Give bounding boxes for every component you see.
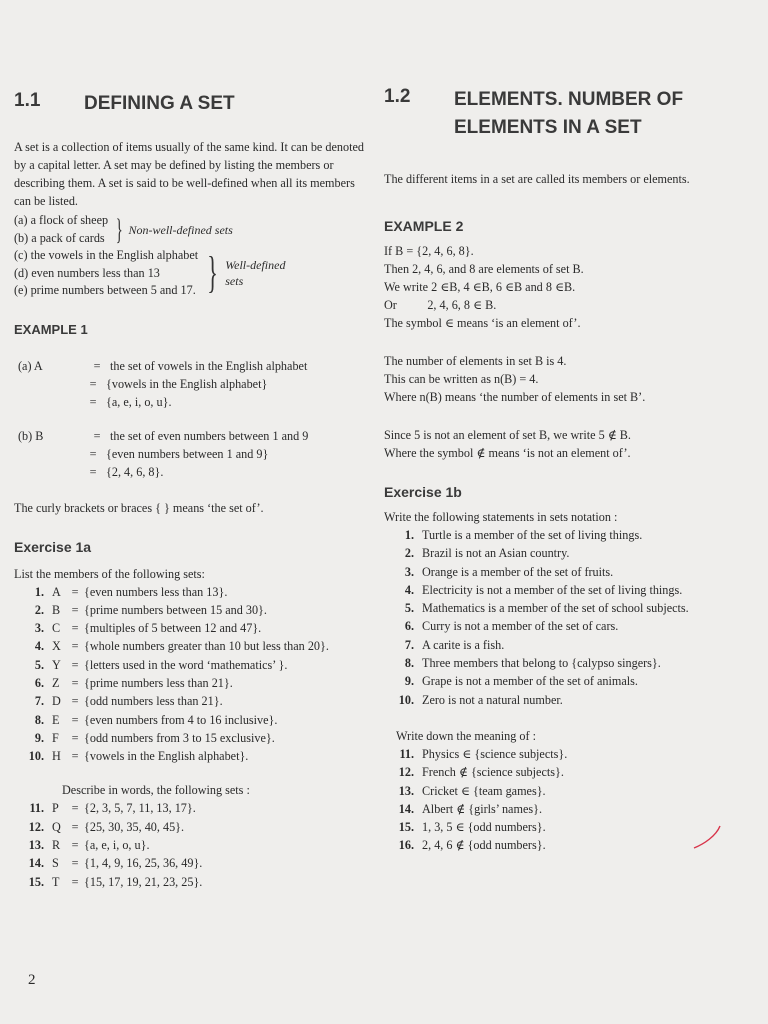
equals-sign: = bbox=[71, 675, 79, 690]
exercise-item bbox=[384, 672, 754, 690]
item-number: 6. bbox=[404, 619, 414, 634]
exercise-item bbox=[384, 563, 754, 581]
exercise-item bbox=[384, 745, 754, 763]
non-well-defined-label: Non-well-defined sets bbox=[128, 222, 233, 237]
eq-rhs: the set of vowels in the English alphabet bbox=[110, 358, 308, 373]
exercise-item bbox=[14, 836, 370, 854]
exercise-item bbox=[384, 544, 754, 562]
section-title-line: ELEMENTS. NUMBER OF bbox=[454, 89, 684, 110]
describe-intro: Describe in words, the following sets : bbox=[62, 783, 250, 798]
example-1a: (a) A = the set of vowels in the English alphabet = {vowels in the English alphabet} = {a, e, i, o, u}. bbox=[14, 357, 370, 411]
set-description: {prime numbers between 15 and 30}. bbox=[84, 602, 267, 617]
eq-rhs: {2, 4, 6, 8}. bbox=[106, 464, 164, 479]
item-number: 14. bbox=[28, 856, 44, 871]
equals-sign: = bbox=[71, 749, 79, 764]
section-number: 1.2 bbox=[384, 86, 411, 107]
right-column bbox=[384, 86, 754, 855]
item-number: 5. bbox=[34, 657, 44, 672]
count-notation bbox=[384, 352, 754, 406]
set-variable: E bbox=[52, 712, 60, 727]
set-description: {even numbers from 4 to 16 inclusive}. bbox=[84, 712, 278, 727]
example-1-heading: EXAMPLE 1 bbox=[14, 321, 88, 337]
elements-intro: The different items in a set are called its members or elements. bbox=[384, 172, 690, 186]
exercise-item bbox=[384, 599, 754, 617]
item-number: 2. bbox=[34, 602, 44, 617]
item-number: 1. bbox=[34, 584, 44, 599]
exercise-item bbox=[14, 747, 370, 765]
exercise-item bbox=[384, 617, 754, 635]
set-description: {multiples of 5 between 12 and 47}. bbox=[84, 621, 262, 636]
item-number: 3. bbox=[34, 621, 44, 636]
statement-text: A carite is a fish. bbox=[422, 637, 505, 652]
exercise-item bbox=[14, 873, 370, 891]
page-number: 2 bbox=[28, 972, 36, 988]
eq-rhs: {even numbers between 1 and 9} bbox=[106, 446, 269, 461]
set-description: {25, 30, 35, 40, 45}. bbox=[84, 819, 185, 834]
example-item: (c) the vowels in the English alphabet bbox=[14, 248, 199, 262]
set-variable: P bbox=[52, 801, 59, 816]
section-1-1-heading bbox=[14, 90, 370, 118]
item-number: 3. bbox=[404, 564, 414, 579]
statement-text: Zero is not a natural number. bbox=[422, 692, 563, 707]
set-description: {even numbers less than 13}. bbox=[84, 584, 228, 599]
statement-text: Cricket ∈ {team games}. bbox=[422, 783, 546, 798]
example-item: (b) a pack of cards bbox=[14, 230, 105, 245]
item-number: 7. bbox=[34, 694, 44, 709]
exercise-item bbox=[14, 711, 370, 729]
exercise-item bbox=[14, 674, 370, 692]
set-description: {whole numbers greater than 10 but less than 20}. bbox=[84, 639, 329, 654]
meaning-intro: Write down the meaning of : bbox=[396, 728, 536, 743]
exercise-item bbox=[14, 656, 370, 674]
not-element-line: Where the symbol ∉ means ‘is not an element of’. bbox=[384, 446, 631, 460]
item-number: 12. bbox=[398, 765, 414, 780]
item-number: 7. bbox=[404, 637, 414, 652]
item-number: 15. bbox=[398, 820, 414, 835]
statement-text: Brazil is not an Asian country. bbox=[422, 546, 570, 561]
item-number: 6. bbox=[34, 675, 44, 690]
set-definition: A set is a collection of items usually of the same kind. It can be denoted by a capital letter. A set may be defined by listing the members or describing them. A set is said to be well-defined when all its members can be listed. bbox=[14, 140, 364, 208]
equals-sign: = bbox=[71, 801, 79, 816]
left-column bbox=[14, 90, 370, 891]
set-description: {a, e, i, o, u}. bbox=[84, 838, 150, 853]
statement-text: Turtle is a member of the set of living things. bbox=[422, 528, 643, 542]
set-variable: Q bbox=[52, 819, 61, 834]
item-number: 15. bbox=[28, 874, 44, 889]
exercise-item bbox=[384, 526, 754, 544]
equals-sign: = bbox=[71, 657, 79, 672]
set-variable: T bbox=[52, 874, 60, 889]
example-1b: (b) B = the set of even numbers between 1 and 9 = {even numbers between 1 and 9} = {2, 4, 6, 8}. bbox=[14, 427, 370, 481]
statement-text: Physics ∈ {science subjects}. bbox=[422, 746, 568, 761]
set-description: {letters used in the word ‘mathematics’ }. bbox=[84, 657, 288, 672]
brace-symbol: } bbox=[207, 248, 218, 298]
exercise-item bbox=[14, 729, 370, 747]
eq-rhs: {a, e, i, o, u}. bbox=[106, 394, 172, 409]
exercise-item bbox=[14, 818, 370, 836]
set-variable: B bbox=[52, 602, 61, 617]
well-defined-label-sets: sets bbox=[225, 274, 244, 289]
exercise-item bbox=[384, 691, 754, 709]
set-variable: Z bbox=[52, 675, 60, 690]
pen-mark bbox=[690, 818, 730, 858]
exercise-item bbox=[384, 654, 754, 672]
section-number: 1.1 bbox=[14, 90, 41, 111]
section-title: DEFINING A SET bbox=[84, 93, 235, 114]
item-number: 13. bbox=[28, 838, 44, 853]
exercise-1a-intro: List the members of the following sets: bbox=[14, 566, 205, 581]
item-number: 11. bbox=[399, 746, 414, 761]
item-number: 9. bbox=[404, 674, 414, 689]
exercise-item bbox=[384, 581, 754, 599]
exercise-1b-intro: Write the following statements in sets notation : bbox=[384, 510, 618, 524]
item-number: 12. bbox=[28, 819, 44, 834]
item-number: 13. bbox=[398, 783, 414, 798]
statement-text: Albert ∉ {girls’ names}. bbox=[422, 801, 542, 816]
exercise-item bbox=[14, 583, 370, 601]
exercise-item bbox=[384, 800, 754, 818]
set-variable: F bbox=[52, 730, 59, 745]
exercise-item bbox=[14, 692, 370, 710]
example-2-line: The symbol ∈ means ‘is an element of’. bbox=[384, 316, 581, 330]
statement-text: 1, 3, 5 ∈ {odd numbers}. bbox=[422, 820, 546, 835]
exercise-1b-heading: Exercise 1b bbox=[384, 484, 462, 500]
eq-lhs: (b) B bbox=[18, 428, 44, 443]
equals-sign: = bbox=[71, 584, 79, 599]
exercise-item bbox=[384, 782, 754, 800]
item-number: 4. bbox=[34, 639, 44, 654]
item-number: 10. bbox=[398, 692, 414, 707]
set-variable: A bbox=[52, 584, 61, 599]
item-number: 8. bbox=[404, 656, 414, 671]
item-number: 8. bbox=[34, 712, 44, 727]
section-1-2-heading bbox=[384, 86, 754, 142]
set-description: {prime numbers less than 21}. bbox=[84, 675, 233, 690]
equals-sign: = bbox=[71, 874, 79, 889]
statement-text: French ∉ {science subjects}. bbox=[422, 765, 564, 780]
describe-list bbox=[14, 799, 370, 890]
brace-symbol: } bbox=[115, 212, 123, 246]
item-number: 11. bbox=[29, 801, 44, 816]
item-number: 9. bbox=[34, 730, 44, 745]
exercise-item bbox=[384, 636, 754, 654]
item-number: 4. bbox=[404, 582, 414, 597]
exercise-1b-list bbox=[384, 526, 754, 709]
equals-sign: = bbox=[71, 838, 79, 853]
example-2-line: Then 2, 4, 6, and 8 are elements of set B. bbox=[384, 262, 584, 276]
example-item: (a) a flock of sheep bbox=[14, 213, 109, 227]
equals-sign: = bbox=[71, 602, 79, 617]
section-title-line: ELEMENTS IN A SET bbox=[454, 117, 642, 138]
set-description: {2, 3, 5, 7, 11, 13, 17}. bbox=[84, 801, 196, 816]
set-description: {odd numbers from 3 to 15 exclusive}. bbox=[84, 730, 275, 745]
item-number: 14. bbox=[398, 801, 414, 816]
set-variable: S bbox=[52, 856, 59, 871]
set-description: {15, 17, 19, 21, 23, 25}. bbox=[84, 874, 203, 889]
statement-text: Orange is a member of the set of fruits. bbox=[422, 564, 614, 579]
equals-sign: = bbox=[71, 712, 79, 727]
exercise-item bbox=[14, 619, 370, 637]
item-number: 1. bbox=[404, 528, 414, 542]
statement-text: Curry is not a member of the set of cars. bbox=[422, 619, 619, 634]
set-variable: R bbox=[52, 838, 61, 853]
well-defined-group bbox=[14, 247, 370, 300]
set-variable: X bbox=[52, 639, 61, 654]
equals-sign: = bbox=[71, 694, 79, 709]
equals-sign: = bbox=[71, 621, 79, 636]
count-line: Where n(B) means ‘the number of elements in set B’. bbox=[384, 390, 646, 404]
exercise-item bbox=[14, 637, 370, 655]
non-well-defined-group bbox=[14, 212, 370, 247]
statement-text: Grape is not a member of the set of animals. bbox=[422, 674, 638, 689]
not-element-notation bbox=[384, 426, 754, 462]
set-description: {odd numbers less than 21}. bbox=[84, 694, 223, 709]
eq-lhs: (a) A bbox=[18, 358, 43, 373]
count-line: The number of elements in set B is 4. bbox=[384, 354, 567, 368]
equals-sign: = bbox=[71, 730, 79, 745]
statement-text: Three members that belong to {calypso singers}. bbox=[422, 656, 661, 671]
example-2-body bbox=[384, 242, 754, 332]
set-variable: D bbox=[52, 694, 61, 709]
example-2-line: Or 2, 4, 6, 8 ∈ B. bbox=[384, 298, 497, 312]
item-number: 5. bbox=[404, 601, 414, 616]
exercise-item bbox=[14, 799, 370, 817]
exercise-item bbox=[14, 601, 370, 619]
equals-sign: = bbox=[71, 856, 79, 871]
statement-text: Electricity is not a member of the set of living things. bbox=[422, 582, 683, 597]
exercise-item bbox=[384, 763, 754, 781]
count-line: This can be written as n(B) = 4. bbox=[384, 372, 539, 386]
well-defined-label: Well-defined bbox=[225, 258, 286, 273]
set-variable: C bbox=[52, 621, 61, 636]
exercise-1a-heading: Exercise 1a bbox=[14, 538, 92, 555]
example-item: (d) even numbers less than 13 bbox=[14, 265, 160, 280]
example-2-line: We write 2 ∈B, 4 ∈B, 6 ∈B and 8 ∈B. bbox=[384, 280, 576, 294]
example-2-heading: EXAMPLE 2 bbox=[384, 218, 464, 234]
eq-rhs: {vowels in the English alphabet} bbox=[106, 376, 268, 391]
eq-rhs: the set of even numbers between 1 and 9 bbox=[110, 428, 309, 443]
item-number: 16. bbox=[398, 838, 414, 853]
not-element-line: Since 5 is not an element of set B, we write 5 ∉ B. bbox=[384, 428, 631, 442]
example-item: (e) prime numbers between 5 and 17. bbox=[14, 283, 196, 297]
set-variable: Y bbox=[52, 657, 61, 672]
equals-sign: = bbox=[71, 639, 79, 654]
exercise-1a-list bbox=[14, 583, 370, 766]
item-number: 10. bbox=[28, 749, 44, 764]
statement-text: 2, 4, 6 ∉ {odd numbers}. bbox=[422, 838, 546, 853]
item-number: 2. bbox=[404, 546, 414, 561]
set-description: {1, 4, 9, 16, 25, 36, 49}. bbox=[84, 856, 203, 871]
braces-note: The curly brackets or braces { } means ‘the set of’. bbox=[14, 500, 264, 515]
set-description: {vowels in the English alphabet}. bbox=[84, 749, 249, 764]
statement-text: Mathematics is a member of the set of school subjects. bbox=[422, 601, 689, 616]
set-variable: H bbox=[52, 749, 61, 764]
equals-sign: = bbox=[71, 819, 79, 834]
example-2-line: If B = {2, 4, 6, 8}. bbox=[384, 244, 474, 258]
exercise-item bbox=[14, 854, 370, 872]
